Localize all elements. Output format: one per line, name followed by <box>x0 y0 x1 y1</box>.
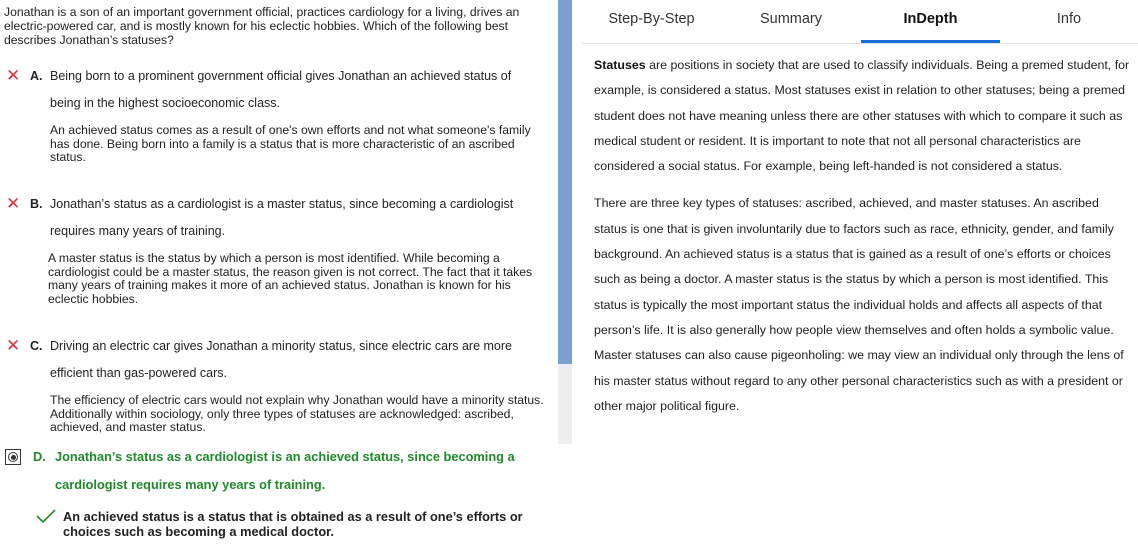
question-panel <box>0 0 558 550</box>
keyword-statuses: Statuses <box>594 58 646 72</box>
checkmark-icon <box>36 509 56 523</box>
paragraph-text: are positions in society that are used to classify individuals. Being a premed student, for example, is considered a status. Most statuses exist in relation to other statuses; being a premed student does not have meaning unless there are other statuses with which to compare it such as medical student or resident. It is important to note that not all personal characteristics are considered a social status. For example, being left-handed is not considered a status. <box>594 58 1130 174</box>
choice-text: Jonathan’s status as a cardiologist is a master status, since becoming a cardiologist requires many years of training. <box>50 197 514 238</box>
choice-letter: C. <box>30 339 43 353</box>
choice-letter: A. <box>30 69 43 83</box>
tab-bar <box>582 0 1138 44</box>
indepth-paragraph-2: There are three key types of statuses: ascribed, achieved, and master statuses. An ascribed status is one that is given involuntarily due to factors such as race, ethnicity, gender, and family background. An achieved status is a status that is gained as a result of one’s efforts or choices such as being a doctor. A master status is the status by which a person is most identified. This status is typically the most important status the individual holds and affects all aspects of that person’s life. It is also generally how people view themselves and often holds a symbolic value. Master statuses can also cause pigeonholing: we may view an individual only through the lens of his master status without regard to any other personal characteristics such as with a president or other major political figure. <box>594 196 1124 413</box>
choice-letter: B. <box>30 197 43 211</box>
choice-text: Jonathan’s status as a cardiologist is an achieved status, since becoming a cardiologist requires many years of training. <box>55 449 515 492</box>
tab-divider <box>582 43 1138 44</box>
question-text: Jonathan is a son of an important government official, practices cardiology for a living, drives an electric-powered car, and is mostly known for his eclectic hobbies. Which of the following best describes Jonathan’s statuses? <box>4 5 520 47</box>
tab-indepth[interactable]: InDepth <box>903 11 958 27</box>
tab-info[interactable]: Info <box>1056 11 1082 27</box>
scrollbar-thumb[interactable] <box>558 0 572 364</box>
tab-summary[interactable]: Summary <box>759 11 823 27</box>
tab-step-by-step[interactable]: Step-By-Step <box>608 11 695 27</box>
choice-text: Being born to a prominent government official gives Jonathan an achieved status of being in the highest socioeconomic class. <box>50 69 512 110</box>
indepth-paragraph-1 <box>594 53 1130 179</box>
choice-explanation: The efficiency of electric cars would not explain why Jonathan would have a minority status. Additionally within sociology, only three types of statuses are acknowledged: ascribed, achieved, and master status. <box>50 393 544 434</box>
incorrect-x-icon: ✕ <box>6 66 21 85</box>
choice-explanation: A master status is the status by which a person is most identified. While becoming a cardiologist could be a master status, the reason given is not correct. The fact that it takes many years of training makes it more of an achieved status. Jonathan is known for his eclectic hobbies. <box>48 251 533 306</box>
incorrect-x-icon: ✕ <box>6 194 21 213</box>
choice-explanation: An achieved status comes as a result of one's own efforts and not what someone's family has done. Being born into a family is a status that is more characteristic of an ascribed status. <box>50 123 531 164</box>
choice-letter: D. <box>33 449 46 464</box>
radio-selected-icon[interactable] <box>5 449 21 465</box>
indepth-content <box>594 53 1130 419</box>
choice-text: Driving an electric car gives Jonathan a minority status, since electric cars are more efficient than gas-powered cars. <box>50 339 512 380</box>
choice-explanation: An achieved status is a status that is obtained as a result of one’s efforts or choices such as becoming a medical doctor. <box>63 509 523 539</box>
scrollbar[interactable] <box>558 0 572 444</box>
explanation-panel <box>582 0 1138 550</box>
incorrect-x-icon: ✕ <box>6 336 21 355</box>
